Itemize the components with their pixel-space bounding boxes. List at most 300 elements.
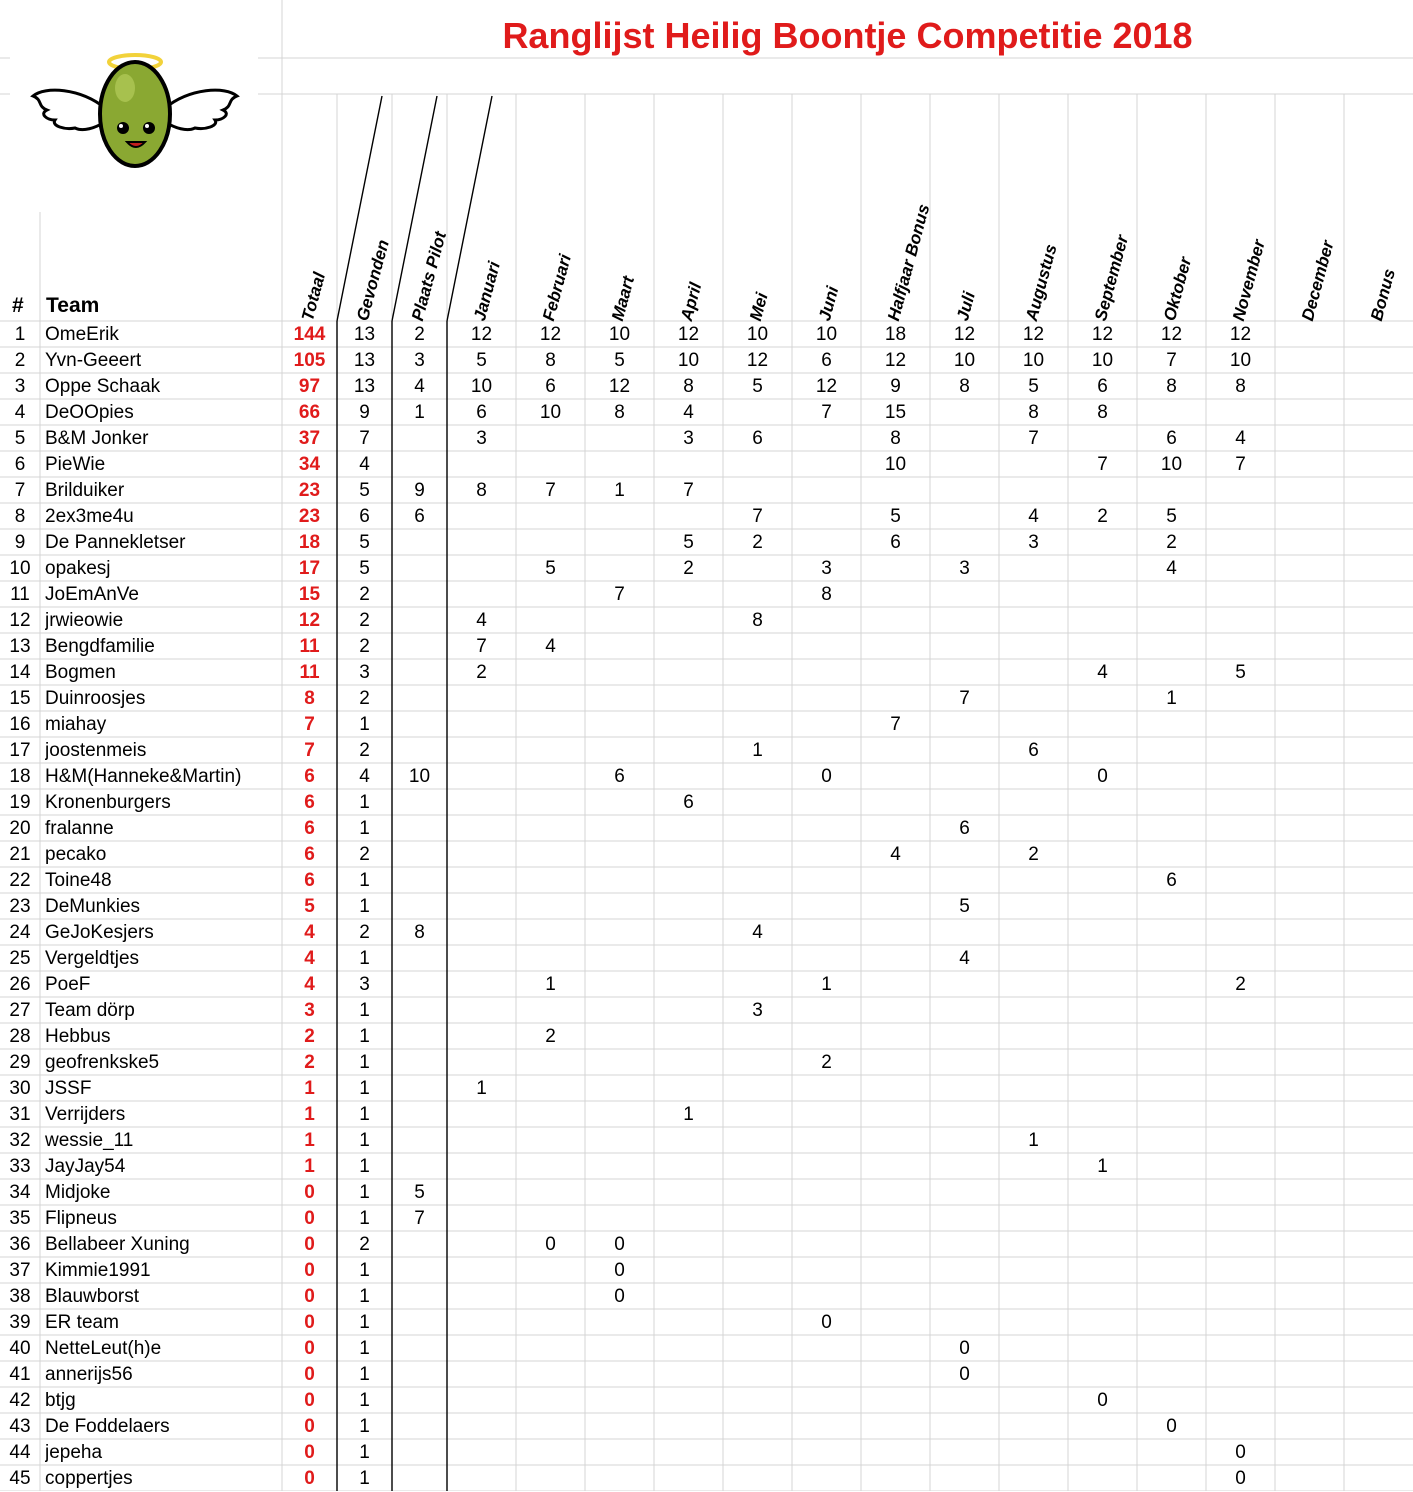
bonus-cell xyxy=(1344,971,1413,997)
juni-cell: 12 xyxy=(815,376,838,397)
april-cell xyxy=(654,1127,723,1153)
plaats-pilot-cell xyxy=(392,1439,447,1465)
december-cell xyxy=(1275,1309,1344,1335)
bonus-cell xyxy=(1344,789,1413,815)
december-cell xyxy=(1275,581,1344,607)
juli-cell xyxy=(930,1179,999,1205)
maart-cell xyxy=(585,893,654,919)
juli-cell: 12 xyxy=(953,324,976,345)
table-row xyxy=(0,1231,1413,1257)
team-cell: miahay xyxy=(45,714,107,735)
januari-cell xyxy=(447,581,516,607)
augustus-cell xyxy=(999,1075,1068,1101)
januari-cell xyxy=(447,1231,516,1257)
december-cell xyxy=(1275,1465,1344,1491)
table-row xyxy=(0,659,1413,685)
gevonden-cell: 1 xyxy=(359,896,370,917)
mei-cell xyxy=(723,841,792,867)
bonus-cell xyxy=(1344,1361,1413,1387)
bonus-cell xyxy=(1344,555,1413,581)
maart-cell xyxy=(585,1023,654,1049)
december-cell xyxy=(1275,971,1344,997)
november-cell: 4 xyxy=(1235,428,1246,449)
maart-cell: 8 xyxy=(614,402,625,423)
september-cell xyxy=(1068,1101,1137,1127)
gevonden-cell: 7 xyxy=(359,428,370,449)
table-row xyxy=(0,945,1413,971)
rank-cell: 35 xyxy=(9,1208,31,1229)
december-cell xyxy=(1275,1205,1344,1231)
halfjaar-bonus-cell: 8 xyxy=(890,428,901,449)
mei-cell: 10 xyxy=(746,324,769,345)
plaats-pilot-cell: 5 xyxy=(414,1182,425,1203)
juni-cell xyxy=(792,1153,861,1179)
maart-cell: 1 xyxy=(614,480,625,501)
juni-cell xyxy=(792,815,861,841)
total-cell: 11 xyxy=(299,662,320,683)
augustus-cell xyxy=(999,763,1068,789)
mei-cell: 2 xyxy=(752,532,763,553)
gevonden-cell: 1 xyxy=(359,1364,370,1385)
december-cell xyxy=(1275,919,1344,945)
januari-cell: 6 xyxy=(476,402,487,423)
plaats-pilot-cell xyxy=(392,529,447,555)
gevonden-cell: 5 xyxy=(359,558,370,579)
maart-cell xyxy=(585,711,654,737)
augustus-cell: 5 xyxy=(1028,376,1039,397)
april-cell: 4 xyxy=(683,402,694,423)
februari-cell xyxy=(516,1413,585,1439)
januari-cell: 7 xyxy=(476,636,487,657)
oktober-cell xyxy=(1137,1101,1206,1127)
juni-cell xyxy=(792,867,861,893)
plaats-pilot-cell xyxy=(392,841,447,867)
halfjaar-bonus-cell: 12 xyxy=(884,350,907,371)
juli-cell xyxy=(930,737,999,763)
april-cell xyxy=(654,711,723,737)
september-cell xyxy=(1068,1127,1137,1153)
total-cell: 0 xyxy=(304,1468,315,1489)
juni-cell xyxy=(792,1075,861,1101)
team-cell: jepeha xyxy=(45,1442,103,1463)
april-cell: 1 xyxy=(683,1104,694,1125)
maart-cell xyxy=(585,841,654,867)
augustus-cell xyxy=(999,1049,1068,1075)
maart-cell xyxy=(585,1439,654,1465)
team-cell: Midjoke xyxy=(45,1182,111,1203)
juni-cell xyxy=(792,841,861,867)
gevonden-cell: 1 xyxy=(359,1182,370,1203)
november-cell xyxy=(1206,1309,1275,1335)
april-cell xyxy=(654,1075,723,1101)
september-cell xyxy=(1068,1335,1137,1361)
team-cell: Hebbus xyxy=(45,1026,111,1047)
juni-cell xyxy=(792,1127,861,1153)
januari-cell xyxy=(447,1153,516,1179)
februari-cell xyxy=(516,1335,585,1361)
oktober-cell xyxy=(1137,1335,1206,1361)
table-row xyxy=(0,633,1413,659)
plaats-pilot-cell xyxy=(392,997,447,1023)
december-cell xyxy=(1275,711,1344,737)
april-cell: 8 xyxy=(683,376,694,397)
halfjaar-bonus-cell xyxy=(861,945,930,971)
bonus-cell xyxy=(1344,659,1413,685)
plaats-pilot-cell xyxy=(392,1335,447,1361)
total-cell: 97 xyxy=(298,376,321,397)
augustus-cell xyxy=(999,1361,1068,1387)
september-cell xyxy=(1068,633,1137,659)
mei-cell xyxy=(723,971,792,997)
halfjaar-bonus-cell xyxy=(861,1049,930,1075)
total-cell: 1 xyxy=(304,1130,315,1151)
april-cell: 10 xyxy=(677,350,700,371)
augustus-cell xyxy=(999,919,1068,945)
oktober-cell: 12 xyxy=(1160,324,1183,345)
column-header-halfjaar-bonus: Halfjaar Bonus xyxy=(883,202,933,323)
maart-cell xyxy=(585,1075,654,1101)
total-cell: 0 xyxy=(304,1364,315,1385)
team-cell: H&M(Hanneke&Martin) xyxy=(45,766,242,787)
total-cell: 37 xyxy=(298,428,321,449)
maart-cell xyxy=(585,789,654,815)
augustus-cell xyxy=(999,607,1068,633)
mei-cell xyxy=(723,1101,792,1127)
halfjaar-bonus-cell xyxy=(861,1413,930,1439)
juli-cell xyxy=(930,1049,999,1075)
halfjaar-bonus-cell xyxy=(861,1023,930,1049)
augustus-cell: 10 xyxy=(1022,350,1045,371)
januari-cell xyxy=(447,503,516,529)
juni-cell xyxy=(792,789,861,815)
oktober-cell: 4 xyxy=(1166,558,1177,579)
april-cell: 6 xyxy=(683,792,694,813)
mei-cell xyxy=(723,789,792,815)
rank-cell: 42 xyxy=(9,1390,31,1411)
table-row xyxy=(0,711,1413,737)
plaats-pilot-cell xyxy=(392,1257,447,1283)
table-row xyxy=(0,1101,1413,1127)
september-cell xyxy=(1068,477,1137,503)
halfjaar-bonus-cell xyxy=(861,1257,930,1283)
december-cell xyxy=(1275,633,1344,659)
gevonden-cell: 1 xyxy=(359,1312,370,1333)
table-row xyxy=(0,1439,1413,1465)
rank-cell: 20 xyxy=(9,818,31,839)
augustus-cell xyxy=(999,867,1068,893)
januari-cell: 5 xyxy=(476,350,487,371)
augustus-cell xyxy=(999,815,1068,841)
bonus-cell xyxy=(1344,841,1413,867)
november-cell xyxy=(1206,1075,1275,1101)
februari-cell xyxy=(516,1049,585,1075)
januari-cell xyxy=(447,1361,516,1387)
gevonden-cell: 1 xyxy=(359,818,370,839)
mei-cell xyxy=(723,1257,792,1283)
bonus-cell xyxy=(1344,945,1413,971)
halfjaar-bonus-cell xyxy=(861,477,930,503)
februari-cell xyxy=(516,867,585,893)
februari-cell: 12 xyxy=(539,324,562,345)
november-cell xyxy=(1206,1231,1275,1257)
mei-cell xyxy=(723,867,792,893)
september-cell xyxy=(1068,607,1137,633)
augustus-cell: 7 xyxy=(1028,428,1039,449)
plaats-pilot-cell: 6 xyxy=(414,506,425,527)
team-cell: Blauwborst xyxy=(45,1286,139,1307)
oktober-cell xyxy=(1137,1153,1206,1179)
mei-cell: 8 xyxy=(752,610,763,631)
table-row xyxy=(0,1413,1413,1439)
halfjaar-bonus-cell xyxy=(861,1283,930,1309)
plaats-pilot-cell xyxy=(392,1127,447,1153)
gevonden-cell: 1 xyxy=(359,1286,370,1307)
augustus-cell xyxy=(999,685,1068,711)
halfjaar-bonus-cell xyxy=(861,633,930,659)
team-cell: Flipneus xyxy=(45,1208,117,1229)
halfjaar-bonus-cell xyxy=(861,1309,930,1335)
total-cell: 6 xyxy=(304,870,315,891)
november-cell xyxy=(1206,1101,1275,1127)
team-cell: Duinroosjes xyxy=(45,688,146,709)
gevonden-cell: 1 xyxy=(359,948,370,969)
team-cell: Brilduiker xyxy=(45,480,125,501)
januari-cell xyxy=(447,1309,516,1335)
juli-cell xyxy=(930,1023,999,1049)
januari-cell xyxy=(447,711,516,737)
gevonden-cell: 2 xyxy=(359,610,370,631)
halfjaar-bonus-cell: 15 xyxy=(884,402,907,423)
november-cell xyxy=(1206,477,1275,503)
gevonden-cell: 13 xyxy=(353,350,376,371)
december-cell xyxy=(1275,997,1344,1023)
total-cell: 6 xyxy=(304,766,315,787)
december-cell xyxy=(1275,685,1344,711)
rank-cell: 15 xyxy=(9,688,31,709)
november-cell xyxy=(1206,867,1275,893)
februari-cell xyxy=(516,503,585,529)
april-cell xyxy=(654,1361,723,1387)
februari-cell xyxy=(516,841,585,867)
november-cell xyxy=(1206,1049,1275,1075)
juli-cell xyxy=(930,477,999,503)
oktober-cell xyxy=(1137,763,1206,789)
bonus-cell xyxy=(1344,1049,1413,1075)
gevonden-cell: 5 xyxy=(359,480,370,501)
februari-cell xyxy=(516,1075,585,1101)
halfjaar-bonus-cell xyxy=(861,1361,930,1387)
mei-cell: 5 xyxy=(752,376,763,397)
oktober-cell: 5 xyxy=(1166,506,1177,527)
maart-cell xyxy=(585,815,654,841)
bonus-cell xyxy=(1344,581,1413,607)
oktober-cell: 10 xyxy=(1160,454,1183,475)
april-cell xyxy=(654,841,723,867)
augustus-cell xyxy=(999,1283,1068,1309)
rank-cell: 16 xyxy=(9,714,31,735)
juli-cell: 0 xyxy=(959,1338,970,1359)
december-cell xyxy=(1275,815,1344,841)
juli-cell xyxy=(930,1387,999,1413)
gevonden-cell: 1 xyxy=(359,714,370,735)
augustus-cell xyxy=(999,451,1068,477)
januari-cell xyxy=(447,1413,516,1439)
gevonden-cell: 13 xyxy=(353,324,376,345)
gevonden-cell: 1 xyxy=(359,1052,370,1073)
december-cell xyxy=(1275,737,1344,763)
table-row xyxy=(0,373,1413,399)
november-cell xyxy=(1206,1387,1275,1413)
januari-cell: 2 xyxy=(476,662,487,683)
halfjaar-bonus-cell xyxy=(861,1387,930,1413)
table-row xyxy=(0,581,1413,607)
augustus-cell xyxy=(999,893,1068,919)
gevonden-cell: 1 xyxy=(359,1442,370,1463)
februari-cell xyxy=(516,581,585,607)
februari-cell xyxy=(516,451,585,477)
rank-cell: 7 xyxy=(14,480,26,501)
september-cell xyxy=(1068,737,1137,763)
rank-cell: 45 xyxy=(9,1468,31,1489)
maart-cell xyxy=(585,1205,654,1231)
november-cell xyxy=(1206,997,1275,1023)
rank-cell: 31 xyxy=(9,1104,31,1125)
table-row xyxy=(0,1257,1413,1283)
table-row xyxy=(0,607,1413,633)
gevonden-cell: 1 xyxy=(359,1000,370,1021)
rank-cell: 19 xyxy=(9,792,31,813)
mei-cell xyxy=(723,1283,792,1309)
december-cell xyxy=(1275,789,1344,815)
februari-cell xyxy=(516,1283,585,1309)
juni-cell: 10 xyxy=(815,324,838,345)
juni-cell xyxy=(792,1387,861,1413)
gevonden-cell: 1 xyxy=(359,1416,370,1437)
column-header-juli: Juli xyxy=(952,289,979,323)
gevonden-cell: 1 xyxy=(359,1078,370,1099)
juni-cell xyxy=(792,425,861,451)
maart-cell: 0 xyxy=(614,1286,625,1307)
table-row xyxy=(0,1075,1413,1101)
halfjaar-bonus-cell: 9 xyxy=(890,376,901,397)
juli-cell xyxy=(930,763,999,789)
november-cell xyxy=(1206,919,1275,945)
rank-cell: 10 xyxy=(9,558,31,579)
april-cell xyxy=(654,1283,723,1309)
plaats-pilot-cell xyxy=(392,1283,447,1309)
total-cell: 1 xyxy=(304,1104,315,1125)
oktober-cell xyxy=(1137,1283,1206,1309)
team-cell: 2ex3me4u xyxy=(45,506,134,527)
september-cell xyxy=(1068,815,1137,841)
maart-cell xyxy=(585,425,654,451)
januari-cell xyxy=(447,1205,516,1231)
april-cell xyxy=(654,633,723,659)
april-cell xyxy=(654,815,723,841)
gevonden-cell: 1 xyxy=(359,792,370,813)
table-row xyxy=(0,737,1413,763)
rank-cell: 25 xyxy=(9,948,31,969)
januari-cell xyxy=(447,1387,516,1413)
juni-cell xyxy=(792,1101,861,1127)
oktober-cell: 7 xyxy=(1166,350,1177,371)
maart-cell: 0 xyxy=(614,1234,625,1255)
total-cell: 0 xyxy=(304,1234,315,1255)
bonus-cell xyxy=(1344,997,1413,1023)
december-cell xyxy=(1275,1023,1344,1049)
september-cell: 1 xyxy=(1097,1156,1108,1177)
januari-cell xyxy=(447,997,516,1023)
team-cell: Bogmen xyxy=(45,662,116,683)
plaats-pilot-cell xyxy=(392,737,447,763)
team-cell: JoEmAnVe xyxy=(45,584,139,605)
juli-cell: 7 xyxy=(959,688,970,709)
bonus-cell xyxy=(1344,399,1413,425)
plaats-pilot-cell: 2 xyxy=(414,324,425,345)
maart-cell xyxy=(585,685,654,711)
oktober-cell: 6 xyxy=(1166,428,1177,449)
oktober-cell xyxy=(1137,945,1206,971)
oktober-cell xyxy=(1137,659,1206,685)
rank-cell: 11 xyxy=(10,584,30,605)
februari-cell xyxy=(516,1439,585,1465)
februari-cell xyxy=(516,425,585,451)
plaats-pilot-cell xyxy=(392,971,447,997)
team-cell: Kimmie1991 xyxy=(45,1260,151,1281)
total-cell: 23 xyxy=(298,506,321,527)
november-cell: 0 xyxy=(1235,1468,1246,1489)
april-cell xyxy=(654,971,723,997)
februari-cell: 1 xyxy=(545,974,556,995)
plaats-pilot-cell: 8 xyxy=(414,922,425,943)
augustus-cell xyxy=(999,1413,1068,1439)
bonus-cell xyxy=(1344,893,1413,919)
juni-cell xyxy=(792,1439,861,1465)
april-cell xyxy=(654,503,723,529)
mei-cell xyxy=(723,1361,792,1387)
december-cell xyxy=(1275,399,1344,425)
februari-cell xyxy=(516,529,585,555)
oktober-cell xyxy=(1137,581,1206,607)
gevonden-cell: 1 xyxy=(359,1104,370,1125)
augustus-cell xyxy=(999,1179,1068,1205)
mei-cell: 7 xyxy=(752,506,763,527)
oktober-cell xyxy=(1137,815,1206,841)
plaats-pilot-cell: 3 xyxy=(414,350,425,371)
juli-cell xyxy=(930,919,999,945)
juli-cell xyxy=(930,1231,999,1257)
team-cell: JSSF xyxy=(45,1078,92,1099)
november-cell xyxy=(1206,893,1275,919)
maart-cell: 6 xyxy=(614,766,625,787)
januari-cell xyxy=(447,971,516,997)
juli-cell xyxy=(930,659,999,685)
plaats-pilot-cell xyxy=(392,1153,447,1179)
augustus-cell xyxy=(999,633,1068,659)
december-cell xyxy=(1275,321,1344,347)
januari-cell xyxy=(447,1023,516,1049)
februari-cell: 4 xyxy=(545,636,556,657)
mei-cell xyxy=(723,893,792,919)
juni-cell xyxy=(792,1179,861,1205)
plaats-pilot-cell xyxy=(392,581,447,607)
november-cell xyxy=(1206,945,1275,971)
plaats-pilot-cell xyxy=(392,1075,447,1101)
mei-cell xyxy=(723,1023,792,1049)
halfjaar-bonus-cell xyxy=(861,971,930,997)
februari-cell xyxy=(516,1205,585,1231)
bonus-cell xyxy=(1344,685,1413,711)
